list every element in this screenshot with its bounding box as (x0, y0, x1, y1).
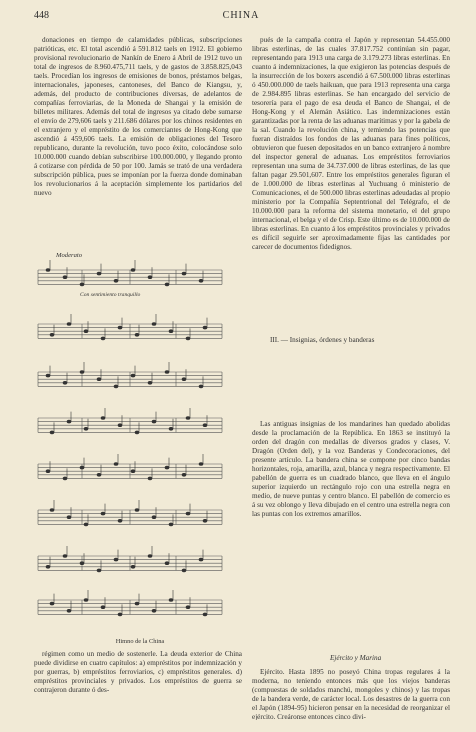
note-head (152, 420, 156, 423)
note-head (46, 269, 50, 272)
note-head (148, 477, 152, 480)
left-column-bottom (34, 650, 242, 722)
note-head (118, 519, 122, 522)
right-top-paragraph: pués de la campaña contra el Japón y representan 54.455.000 libras esterlinas, de las cuales 37.817.752 continúan sin pagar, representando para 1913 una carga de 3.179.273 libras esterlinas. En cuanto á indemnizaciones, la que exigieron las potencias después de la insurrección de los boxers ascendió á 67.500.000 libras esterlinas ó 450.000.000 de taels haikuan, que para 1913 representa una carga de 2.984.895 libras esterlinas. Se han encargado del servicio de tesorería para el pago de esa deuda el Banco de Shangai, el de Hong-Kong y el Alemán Asiático. Las indemnizaciones están garantizadas por la renta de las aduanas marítimas y por la gabela de la sal. Cuando la revolución china, y temiendo las potencias que fueran distraídos los fondos de las aduanas para fines políticos, obtuvieron que fuesen depositados en un banco extranjero á nombre del inspector general de aduanas. Los empréstitos ferroviarios representan una suma de 34.737.000 de libras esterlinas, de las que faltan pagar 29.501,607. Entre los empréstitos generales figuran el de 1.000.000 de libras esterlinas al Yuchuang ó ministerio de Comunicaciones, el de 500.000 libras esterlinas adeudadas al propio ministerio por la Compañía Septentrional del Telégrafo, el de 10.000.000 para la reforma del sistema monetario, el del grupo internacional, el belga y el de Crisp. Este último es de 10.000.000 de libras esterlinas. En cuanto á los empréstitos provinciales y privados es difícil seguirle ser aproximadamente fijas las cantidades por carecer de documentos fidedignos. (252, 36, 450, 251)
note-head (203, 613, 207, 616)
music-tempo: Moderato (56, 252, 83, 259)
note-head (186, 512, 190, 515)
note-head (152, 516, 156, 519)
note-head (199, 279, 203, 282)
note-head (97, 272, 101, 275)
page-number: 448 (34, 10, 49, 21)
left-column-top (34, 36, 242, 246)
note-head (199, 558, 203, 561)
left-bottom-paragraph: régimen como un medio de sostenerle. La deuda exterior de China puede dividirse en cuatro capítulos: a) empréstitos por indemnización y por guerras, b) empréstitos ferroviarios, c) empréstitos generales. d) empréstitos provinciales y privados. Los empréstitos de guerra se contrajeron durante ó des- (34, 650, 242, 694)
section-heading: III. — Insignias, órdenes y banderas (270, 336, 375, 344)
note-head (131, 565, 135, 568)
note-head (118, 613, 122, 616)
right-column-bottom (252, 420, 450, 646)
note-head (169, 599, 173, 602)
note-head (148, 555, 152, 558)
note-head (67, 516, 71, 519)
note-head (165, 466, 169, 469)
right-bottom2-paragraph: Ejército. Hasta 1895 no poseyó China tropas regulares á la moderna, no teniendo entonces más que los viejos banderas (compuestas de soldados manchú, mongoles y chinos) y las tropas de la bandera verde, de carácter local. Los desastres de la guerra con el Japón (1894-95) hicieron pensar en la necesidad de reorganizar el ejército. Creáronse entonces cinco divi- (252, 668, 450, 720)
note-head (114, 279, 118, 282)
note-head (46, 374, 50, 377)
left-top-paragraph: donaciones en tiempo de calamidades públicas, subscripciones patrióticas, etc. El total ascendió á 591.812 taels en 1912. El gobierno provisional revolucionario de Nankín de Enero á Abril de 1912 tuvo un total de ingresos de 8.960.475,711 taels, y de gastos de 3.858.825,043 taels. Procedían los ingresos de emisiones de bonos, préstamos belgas, internacionales, japoneses, cantoneses, del Banco de Kiangsu, y, además, del producto de contribuciones diversas, de adelantos de compañías ferroviarias, de la Moneda de Shangai y la emisión de billetes militares. Además del total de ingresos ya citado debe sumarse el envío de 279,606 taels y 211.686 dólares por los chinos residentes en el extranjero y el empréstito de los comerciantes de Hong-Kong que ascendió á 459,606 taels. La emisión de obligaciones del Tesoro republicano, durante la revolución, tuvo poco éxito, colocándose solo 10.000.000 cuando debían subscribirse 100.000.000, y llegando pronto á cotizarse con pérdida de 50 por 100. Jamás se trató de una verdadera subscripción pública, pues se imponían por la fuerza donde dominaban los revolucionarios á la aceptación simplemente los partidarios del nuevo (34, 36, 242, 197)
note-head (114, 558, 118, 561)
note-head (118, 424, 122, 427)
army-heading: Ejército y Marina (330, 654, 382, 662)
note-head (80, 283, 84, 286)
note-head (97, 378, 101, 381)
note-head (182, 569, 186, 572)
note-head (169, 427, 173, 430)
note-head (169, 523, 173, 526)
note-head (152, 609, 156, 612)
note-head (84, 599, 88, 602)
note-head (131, 470, 135, 473)
note-head (101, 337, 105, 340)
right-column-bottom-2 (252, 668, 450, 720)
note-head (101, 512, 105, 515)
note-head (67, 323, 71, 326)
note-head (101, 606, 105, 609)
music-score (34, 248, 246, 648)
note-head (50, 431, 54, 434)
note-head (67, 609, 71, 612)
note-head (199, 463, 203, 466)
note-head (152, 323, 156, 326)
page-title: CHINA (222, 10, 260, 21)
note-head (84, 427, 88, 430)
note-head (63, 381, 67, 384)
note-head (182, 378, 186, 381)
note-head (186, 606, 190, 609)
note-head (84, 330, 88, 333)
note-head (169, 330, 173, 333)
note-head (135, 333, 139, 336)
note-head (135, 431, 139, 434)
note-head (135, 509, 139, 512)
note-head (101, 417, 105, 420)
note-head (50, 333, 54, 336)
note-head (114, 385, 118, 388)
note-head (165, 562, 169, 565)
note-head (182, 272, 186, 275)
note-head (80, 562, 84, 565)
note-head (135, 602, 139, 605)
music-expression: Con sentimiento tranquillo (80, 292, 141, 298)
note-head (63, 477, 67, 480)
note-head (165, 283, 169, 286)
note-head (118, 326, 122, 329)
note-head (203, 519, 207, 522)
note-head (67, 420, 71, 423)
note-head (203, 424, 207, 427)
note-head (131, 269, 135, 272)
note-head (50, 602, 54, 605)
note-head (63, 276, 67, 279)
right-column-top (252, 36, 450, 320)
note-head (97, 569, 101, 572)
page-header (34, 10, 448, 24)
music-caption: Himno de la China (115, 638, 165, 645)
right-bottom-paragraph: Las antiguas insignias de los mandarines han quedado abolidas desde la proclamación de la República. En 1863 se instituyó la orden del dragón con medallas de diversos grados y clases, V. Dragón (Orden del), y la voz Banderas y Condecoraciones, del presente artículo. La bandera china se compone por cinco bandas horizontales, roja, amarilla, azul, blanca y negra respectivamente. El pabellón de guerra es un cuadrado blanco, que lleva en el ángulo superior izquierdo un rectángulo rojo con una estrella negra en medio, de nueve puntas y centro blanco. El pabellón de comercio es á su vez oblongo y lleva dibujado en el centro una estrella negra con las puntas con los extremos amarillos. (252, 420, 450, 518)
note-head (46, 565, 50, 568)
note-head (186, 337, 190, 340)
note-head (182, 473, 186, 476)
note-head (46, 470, 50, 473)
note-head (97, 473, 101, 476)
note-head (148, 276, 152, 279)
note-head (186, 417, 190, 420)
note-head (199, 385, 203, 388)
note-head (148, 381, 152, 384)
note-head (80, 466, 84, 469)
note-head (80, 371, 84, 374)
note-head (84, 523, 88, 526)
note-head (131, 374, 135, 377)
note-head (203, 326, 207, 329)
note-head (63, 555, 67, 558)
note-head (114, 463, 118, 466)
note-head (165, 371, 169, 374)
note-head (50, 509, 54, 512)
